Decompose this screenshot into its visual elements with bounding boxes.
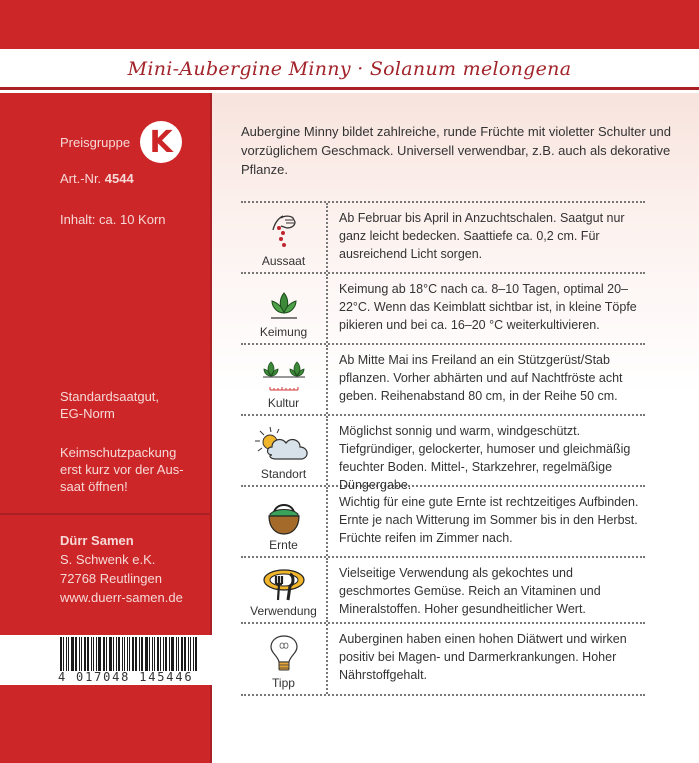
article-label: Art.-Nr.: [60, 171, 102, 186]
article-number: [60, 170, 134, 187]
row-label: Kultur: [267, 396, 300, 410]
standard-line: EG-Norm: [60, 406, 115, 421]
info-row-keimung: [241, 274, 645, 345]
row-text: Auberginen haben einen hohen Diätwert und wirken positiv bei Magen- und Darmerkrankungen. Hoher Nährstoffgehalt.: [339, 632, 627, 682]
info-row-verwendung: [241, 558, 645, 624]
info-row-standort: [241, 416, 645, 492]
row-label: Aussaat: [261, 254, 306, 268]
row-label: Standort: [260, 467, 307, 481]
company-city: 72768 Reutlingen: [60, 571, 162, 586]
germ-protection-note: [60, 444, 184, 495]
row-text: Vielseitige Verwendung als gekochtes und geschmortes Gemüse. Reich an Vitaminen und Mineralstoffen. Hoher gesundheitlicher Wert.: [339, 566, 601, 616]
standard-line: Standardsaatgut,: [60, 389, 160, 404]
barcode: [60, 637, 210, 683]
product-title: Mini-Aubergine Minny · Solanum melongena: [127, 58, 572, 80]
row-label: Verwendung: [250, 604, 317, 618]
company-info: [60, 531, 183, 607]
icon-cell: [241, 274, 328, 343]
icon-cell: [241, 416, 328, 485]
row-text: Keimung ab 18°C nach ca. 8–10 Tagen, optimal 20–22°C. Wenn das Keimblatt sichtbar ist, in kleine Töpfe pikieren und bei ca. 16–20 °C weiterkultivieren.: [339, 282, 637, 332]
package-content: Inhalt: ca. 10 Korn: [60, 212, 166, 227]
barcode-number: 4 017048 145446: [58, 670, 194, 684]
price-group-badge: K: [140, 121, 182, 163]
row-text: Möglichst sonnig und warm, windgeschützt. Tiefgründiger, gelockerter, humoser und gleichmäßig feuchter Boden. Mittel-, Starkzehrer, regelmäßige Düngergabe.: [339, 424, 631, 492]
main-content: [212, 93, 699, 763]
sowing-hand-icon: [267, 212, 301, 252]
note-line: erst kurz vor der Aus-: [60, 462, 184, 477]
icon-cell: [241, 345, 328, 414]
price-group: [60, 121, 182, 163]
note-line: Keimschutzpackung: [60, 445, 177, 460]
row-label: Tipp: [272, 676, 295, 690]
row-text: Ab Februar bis April in Anzuchtschalen. Saatgut nur ganz leicht bedecken. Saattiefe ca. 0,2 cm. Für ausreichend Licht sorgen.: [339, 211, 625, 261]
info-row-aussaat: [241, 203, 645, 274]
icon-cell: [241, 203, 328, 272]
price-group-label: Preisgruppe: [60, 134, 131, 150]
basket-icon: [266, 498, 302, 536]
barcode-bars: [60, 637, 210, 671]
company-name: Dürr Samen: [60, 533, 134, 548]
row-label: Keimung: [259, 325, 308, 339]
article-value: 4544: [104, 171, 134, 186]
info-row-ernte: [241, 487, 645, 558]
company-website[interactable]: www.duerr-samen.de: [60, 590, 183, 605]
row-text: Wichtig für eine gute Ernte ist rechtzeitiges Aufbinden. Ernte je nach Witterung im Sommer bis in den Herbst. Früchte reifen im Zimmer nach.: [339, 495, 639, 545]
row-label: Ernte: [269, 538, 298, 552]
sidebar-divider: [0, 513, 210, 515]
standard-note: [60, 388, 159, 422]
company-owner: S. Schwenk e.K.: [60, 552, 156, 567]
lightbulb-icon: [269, 634, 299, 674]
growing-info-table: [241, 201, 645, 696]
icon-cell: [241, 487, 328, 556]
barcode-strip: [0, 635, 212, 685]
top-red-band: [0, 0, 699, 49]
seedling-icon: [269, 291, 299, 323]
product-description: Aubergine Minny bildet zahlreiche, runde Früchte mit violetter Schulter und vorzüglichem Geschmack. Universell verwendbar, z.B. auch als dekorative Pflanze.: [241, 124, 671, 177]
note-line: saat öffnen!: [60, 479, 128, 494]
title-band: [0, 49, 699, 90]
sun-cloud-icon: [254, 425, 314, 465]
info-row-tipp: [241, 624, 645, 696]
info-row-kultur: [241, 345, 645, 416]
icon-cell: [241, 624, 328, 694]
icon-cell: [241, 558, 328, 622]
plants-spacing-icon: [262, 358, 306, 394]
row-text: Ab Mitte Mai ins Freiland an ein Stützgerüst/Stab pflanzen. Vorher abhärten und auf Nachtfröste acht geben. Reihenabstand 80 cm, in der Reihe 50 cm.: [339, 353, 623, 403]
plate-cutlery-icon: [262, 568, 306, 602]
